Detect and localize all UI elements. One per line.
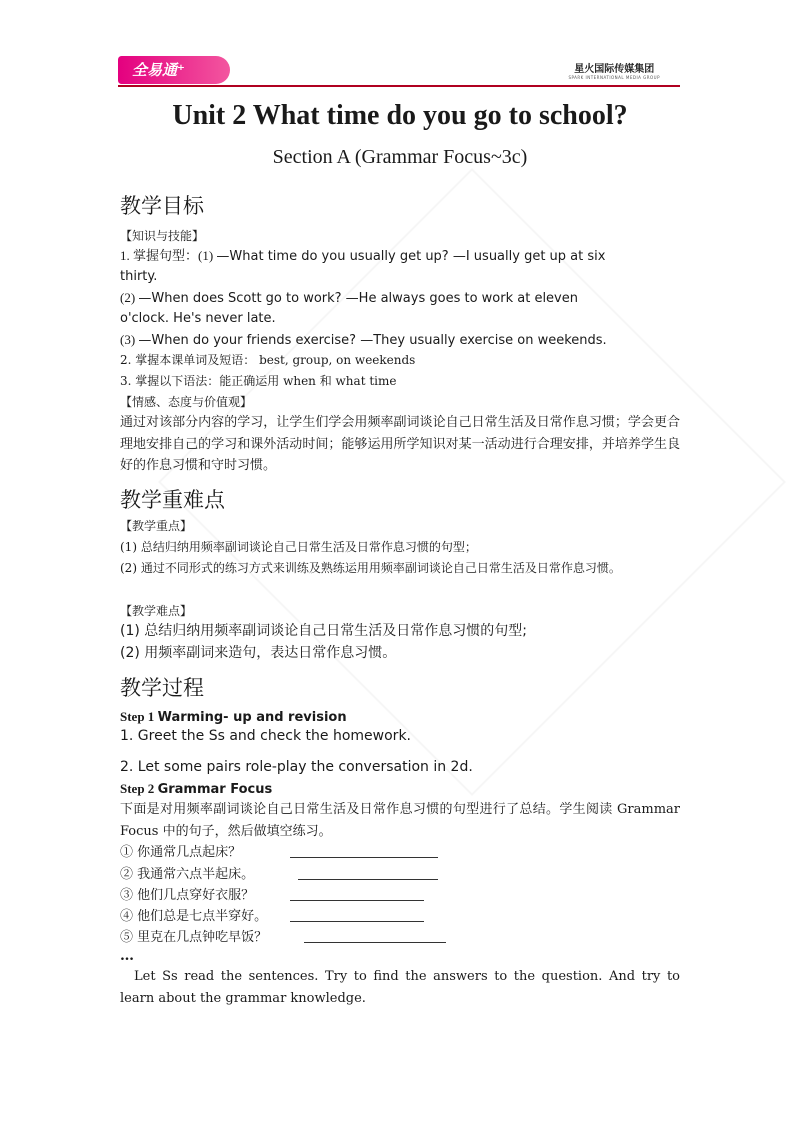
answer-blank-5: [304, 942, 446, 943]
step-1-item-2: 2. Let some pairs role-play the conversation in 2d.: [120, 759, 473, 775]
page-header: [118, 56, 680, 88]
objective-item-2-cont: o'clock. He's never late.: [120, 311, 276, 326]
focus-item-2: (2) 通过不同形式的练习方式来训练及熟练运用用频率副词谈论自己日常生活及日常作息习惯。: [120, 561, 621, 575]
answer-blank-2: [298, 879, 438, 880]
section-heading-process: 教学过程: [120, 676, 204, 700]
objective-item-3: (3) —When do your friends exercise? —They usually exercise on weekends.: [120, 332, 607, 348]
objective-item-1: 1. 掌握句型：(1) —What time do you usually get up? —I usually get up at six: [120, 248, 606, 264]
focus-label: 【教学重点】: [120, 519, 193, 533]
step-1-heading: Step 1 Warming- up and revision: [120, 709, 347, 725]
objective-item-1-cont: thirty.: [120, 269, 158, 284]
difficult-item-2: (2) 用频率副词来造句，表达日常作息习惯。: [120, 645, 397, 661]
brand-name-en: SPARK INTERNATIONAL MEDIA GROUP: [568, 75, 660, 80]
objective-grammar: 3. 掌握以下语法：能正确运用 when 和 what time: [120, 374, 397, 388]
ellipsis: …: [120, 948, 134, 964]
brand-name-cn: 星火国际传媒集团: [574, 64, 655, 75]
step-2-heading: Step 2 Grammar Focus: [120, 781, 273, 797]
answer-blank-4: [290, 921, 424, 922]
step-2-intro: 下面是对用频率副词谈论自己日常生活及日常作息习惯的句型进行了总结。学生阅读 Grammar Focus 中的句子，然后做填空练习。: [120, 802, 680, 839]
emotion-label: 【情感、态度与价值观】: [120, 395, 253, 409]
step-1-item-1: 1. Greet the Ss and check the homework.: [120, 728, 411, 744]
section-heading-keypoints: 教学重难点: [120, 488, 225, 512]
exercise-item-1: ① 你通常几点起床？: [120, 845, 242, 860]
focus-item-1: (1) 总结归纳用频率副词谈论自己日常生活及日常作息习惯的句型；: [120, 540, 477, 554]
answer-blank-3: [290, 900, 424, 901]
exercise-item-2: ② 我通常六点半起床。: [120, 867, 255, 882]
objective-vocabulary: 2. 掌握本课单词及短语： best, group, on weekends: [120, 353, 416, 367]
section-heading-objectives: 教学目标: [120, 194, 204, 218]
logo: 全易通⁺: [118, 56, 230, 84]
page-subtitle: Section A (Grammar Focus~3c): [272, 146, 528, 168]
objective-item-2: (2) —When does Scott go to work? —He always goes to work at eleven: [120, 290, 578, 306]
difficult-label: 【教学难点】: [120, 604, 193, 618]
closing-paragraph: Let Ss read the sentences. Try to find the answers to the question. And try to learn about the grammar knowledge.: [120, 969, 680, 1006]
exercise-item-3: ③ 他们几点穿好衣服？: [120, 888, 255, 903]
header-divider: [118, 85, 680, 87]
difficult-item-1: (1) 总结归纳用频率副词谈论自己日常生活及日常作息习惯的句型;: [120, 623, 527, 639]
emotion-text: 通过对该部分内容的学习，让学生们学会用频率副词谈论自己日常生活及日常作息习惯；学会更合理地安排自己的学习和课外活动时间；能够运用所学知识对某一活动进行合理安排，并培养学生良好的作息习惯和守时习惯。: [120, 415, 680, 473]
answer-blank-1: [290, 857, 438, 858]
knowledge-label: 【知识与技能】: [120, 229, 205, 243]
exercise-item-5: ⑤ 里克在几点钟吃早饭？: [120, 930, 268, 945]
page-title: Unit 2 What time do you go to school?: [172, 100, 628, 131]
exercise-item-4: ④ 他们总是七点半穿好。: [120, 909, 268, 924]
publisher-brand: [568, 60, 660, 80]
